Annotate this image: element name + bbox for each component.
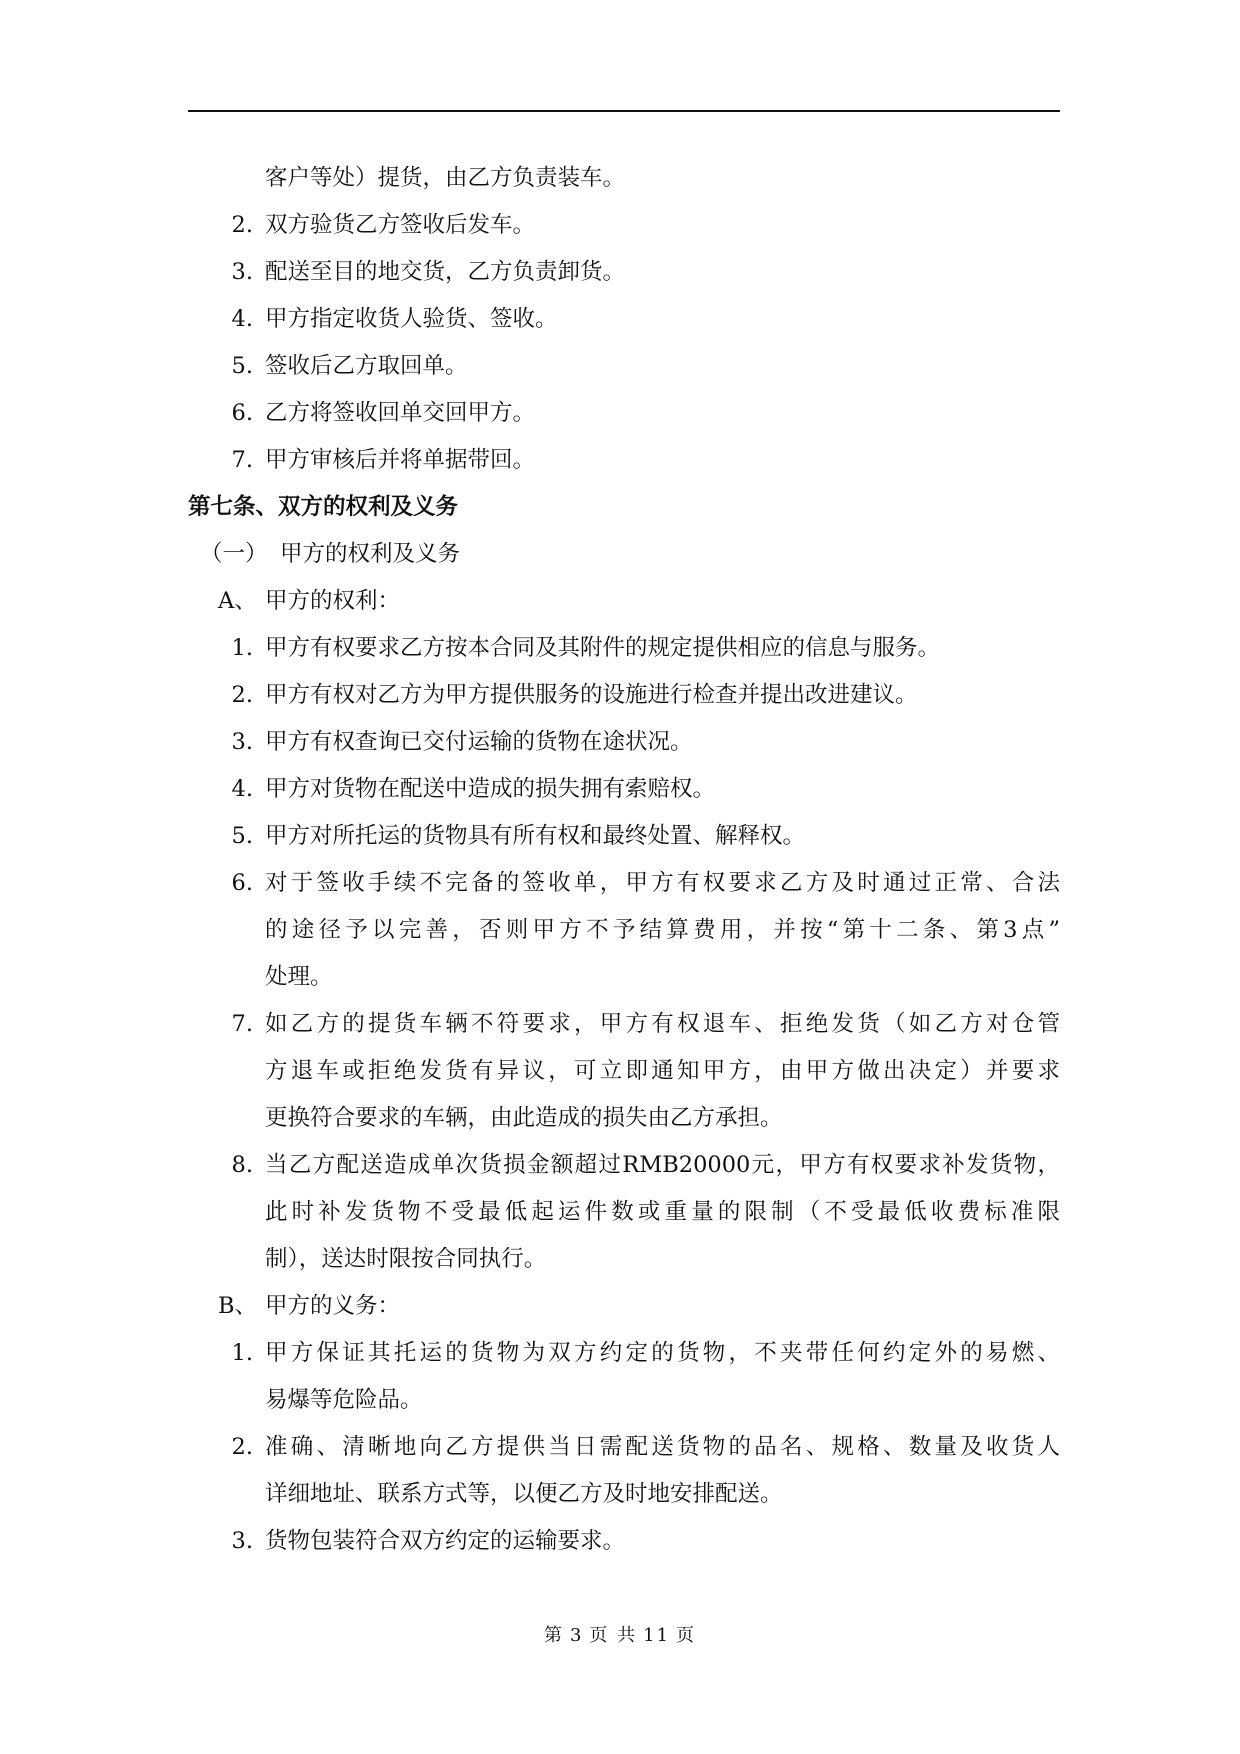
list-item [188,672,1060,719]
section-heading [188,531,1060,578]
list-item-text: 的途径予以完善，否则甲方不予结算费用，并按“第十二条、第3点” [265,917,1060,943]
list-item-number: 7. [231,1011,253,1037]
list-item-number: 6. [231,400,253,426]
list-item-number: 2. [231,212,253,238]
duties-heading [188,1283,1060,1330]
list-item-continuation [188,1189,1060,1236]
list-item-number: 2. [231,682,253,708]
rights-label: A、 [218,588,257,614]
duties-list [188,1330,1060,1565]
document-body [188,155,1060,1565]
list-item-text: 甲方保证其托运的货物为双方约定的货物，不夹带任何约定外的易燃、 [265,1340,1060,1366]
list-item-number: 7. [231,447,253,473]
list-item [188,437,1060,484]
delivery-steps-list [188,202,1060,484]
list-item-text: 处理。 [265,964,333,990]
list-item-text: 配送至目的地交货，乙方负责卸货。 [265,259,626,285]
list-item-number: 6. [231,870,253,896]
list-item-text: 详细地址、联系方式等，以便乙方及时地安排配送。 [265,1481,783,1507]
list-item-text: 甲方有权查询已交付运输的货物在途状况。 [265,729,693,755]
list-item [188,343,1060,390]
list-item-number: 4. [231,776,253,802]
list-item [188,719,1060,766]
list-item [188,813,1060,860]
list-item-continuation [188,1471,1060,1518]
list-item [188,1330,1060,1377]
list-item-number: 1. [231,635,253,661]
list-item [188,296,1060,343]
list-item-number: 3. [231,729,253,755]
list-item-text: 更换符合要求的车辆，由此造成的损失由乙方承担。 [265,1105,783,1131]
header-rule [188,110,1060,112]
rights-list [188,625,1060,1283]
list-item-text: 甲方对所托运的货物具有所有权和最终处置、解释权。 [265,823,806,849]
list-item-indent [188,1189,265,1236]
list-item-number: 2. [231,1434,253,1460]
list-item-number: 5. [231,823,253,849]
list-item [188,625,1060,672]
duties-label: B、 [218,1293,258,1319]
list-item-text: 当乙方配送造成单次货损金额超过RMB20000元，甲方有权要求补发货物， [265,1152,1060,1178]
list-item-number: 8. [231,1152,253,1178]
list-item-indent [188,1377,265,1424]
list-item-continuation [188,1377,1060,1424]
list-item-text: 甲方指定收货人验货、签收。 [265,306,558,332]
list-item-text: 乙方将签收回单交回甲方。 [265,400,536,426]
page-footer: 第 3 页 共 11 页 [543,1625,697,1646]
list-item-continuation [188,1236,1060,1283]
section-label: （一） [200,541,268,567]
list-item-text: 货物包装符合双方约定的运输要求。 [265,1528,626,1554]
section-text: 甲方的权利及义务 [280,541,461,567]
list-item-indent [188,954,265,1001]
list-item-text: 制），送达时限按合同执行。 [265,1246,547,1272]
list-item-number: 1. [231,1340,253,1366]
list-item [188,249,1060,296]
list-item-text: 甲方对货物在配送中造成的损失拥有索赔权。 [265,776,716,802]
list-item-text: 甲方审核后并将单据带回。 [265,447,536,473]
list-item-continuation [188,907,1060,954]
list-item-continuation [188,1095,1060,1142]
rights-heading-text: 甲方的权利： [265,588,401,614]
duties-heading-text: 甲方的义务： [265,1293,401,1319]
rights-heading [188,578,1060,625]
continued-paragraph: 客户等处）提货，由乙方负责装车。 [265,165,626,191]
list-item [188,1142,1060,1189]
list-item-text: 准确、清晰地向乙方提供当日需配送货物的品名、规格、数量及收货人 [265,1434,1060,1460]
page-total: 11 [643,1625,671,1646]
list-item-number: 4. [231,306,253,332]
list-item-continuation [188,1048,1060,1095]
article-title: 第七条、双方的权利及义务 [188,494,459,520]
list-item-text: 对于签收手续不完备的签收单，甲方有权要求乙方及时通过正常、合法 [265,870,1060,896]
list-item [188,860,1060,907]
list-item-indent [188,1236,265,1283]
list-item [188,1424,1060,1471]
list-item-indent [188,907,265,954]
list-item-text: 如乙方的提货车辆不符要求，甲方有权退车、拒绝发货（如乙方对仓管 [265,1011,1060,1037]
list-item-text: 方退车或拒绝发货有异议，可立即通知甲方，由甲方做出决定）并要求 [265,1058,1060,1084]
list-item-number: 3. [231,259,253,285]
list-item-text: 甲方有权要求乙方按本合同及其附件的规定提供相应的信息与服务。 [265,635,941,661]
list-item-indent [188,1095,265,1142]
list-item-indent [188,1048,265,1095]
list-item-text: 易爆等危险品。 [265,1387,423,1413]
list-item-text: 甲方有权对乙方为甲方提供服务的设施进行检查并提出改进建议。 [265,682,918,708]
list-item [188,766,1060,813]
list-item [188,1518,1060,1565]
list-item [188,390,1060,437]
list-item-continuation [188,954,1060,1001]
page-number: 3 [569,1625,584,1646]
list-item-indent [188,1471,265,1518]
list-item-text: 此时补发货物不受最低起运件数或重量的限制（不受最低收费标准限 [265,1199,1060,1225]
list-item-text: 签收后乙方取回单。 [265,353,468,379]
list-item [188,202,1060,249]
list-item-text: 双方验货乙方签收后发车。 [265,212,536,238]
list-item-number: 5. [231,353,253,379]
list-item-number: 3. [231,1528,253,1554]
list-item [188,1001,1060,1048]
